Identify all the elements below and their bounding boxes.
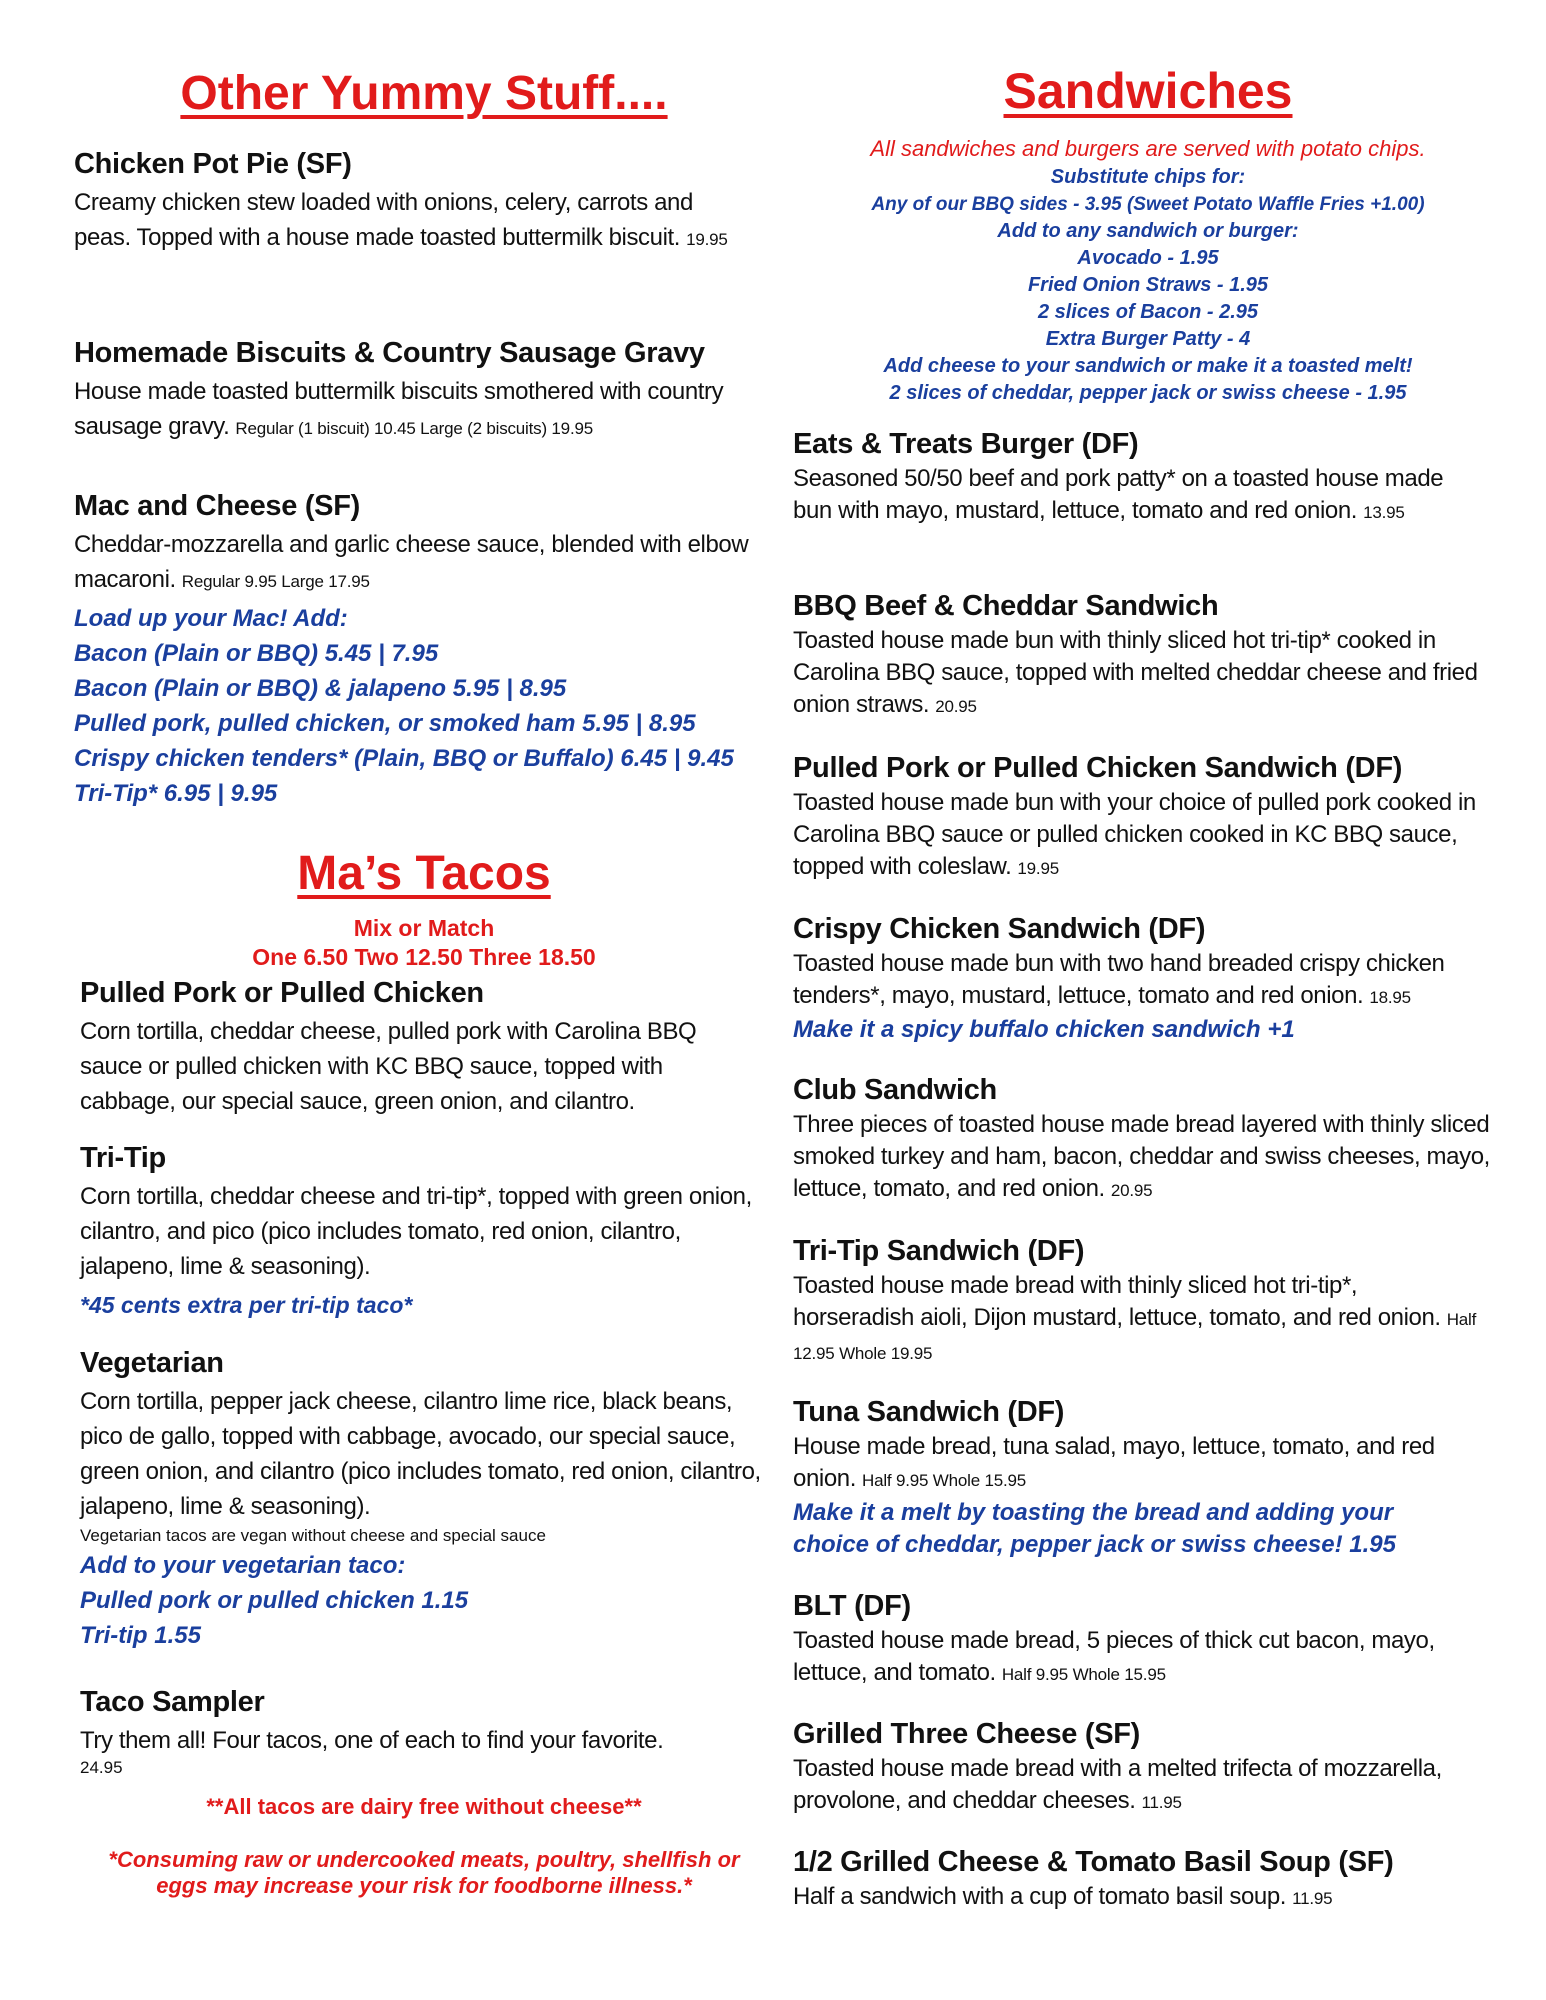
item-price: 18.95 — [1369, 988, 1411, 1007]
item-price: 24.95 — [80, 1758, 123, 1777]
item-name: Club Sandwich — [793, 1074, 997, 1106]
item-description — [793, 1753, 1493, 1819]
item-description — [74, 374, 774, 446]
sandwich-item — [793, 1235, 1503, 1370]
sandwich-item — [793, 428, 1503, 529]
item-desc-text: Half a sandwich with a cup of tomato basil soup. — [793, 1883, 1287, 1910]
sandwiches-intro: All sandwiches and burgers are served with potato chips. — [870, 136, 1426, 161]
item-description — [793, 1109, 1493, 1207]
item-price: 11.95 — [1292, 1889, 1333, 1908]
item-description: Try them all! Four tacos, one of each to find your favorite. — [80, 1727, 664, 1754]
tacos-pricing — [74, 914, 774, 972]
item-name: Pulled Pork or Pulled Chicken — [80, 977, 484, 1009]
item-description — [793, 1625, 1483, 1691]
buffalo-note: Make it a spicy buffalo chicken sandwich +1 — [793, 1016, 1295, 1043]
taco-item — [80, 1686, 780, 1778]
item-description — [793, 1270, 1483, 1370]
item-desc-text: Toasted house made bread with thinly sliced hot tri-tip*, horseradish aioli, Dijon mustard, lettuce, tomato, and red onion. — [793, 1272, 1441, 1331]
item-name: Crispy Chicken Sandwich (DF) — [793, 913, 1206, 945]
item-description — [793, 787, 1483, 885]
item-description: Corn tortilla, pepper jack cheese, cilantro lime rice, black beans, pico de gallo, topped with cabbage, avocado, our special sauce, green onion, and cilantro (pico includes tomato, red onion, cilantro, jalapeno, lime & seasoning). — [80, 1388, 761, 1520]
item-name: Pulled Pork or Pulled Chicken Sandwich (DF) — [793, 752, 1403, 784]
taco-item — [80, 1142, 780, 1319]
item-price: 19.95 — [1017, 859, 1059, 878]
addon-line: Fried Onion Straws - 1.95 — [1027, 274, 1269, 296]
tacos-sub-line: One 6.50 Two 12.50 Three 18.50 — [252, 944, 596, 970]
item-name: BBQ Beef & Cheddar Sandwich — [793, 590, 1219, 622]
veg-addons — [80, 1548, 780, 1653]
addon-line: Add cheese to your sandwich or make it a toasted melt! — [883, 355, 1413, 377]
taco-item — [80, 1347, 780, 1653]
item-desc-text: Toasted house made bun with your choice of pulled pork cooked in Carolina BBQ sauce or pulled chicken cooked in KC BBQ sauce, topped with coleslaw. — [793, 789, 1476, 880]
menu-item — [74, 148, 774, 257]
item-price: 11.95 — [1141, 1793, 1182, 1812]
item-desc-text: House made bread, tuna salad, mayo, lettuce, tomato, and red onion. — [793, 1433, 1435, 1492]
item-price: 20.95 — [935, 697, 977, 716]
warning-line: *Consuming raw or undercooked meats, poultry, shellfish or — [108, 1847, 740, 1872]
item-price: Half 12.95 Whole 19.95 — [793, 1310, 1477, 1363]
item-description — [793, 463, 1483, 529]
mac-addon-line: Crispy chicken tenders* (Plain, BBQ or Buffalo) 6.45 | 9.45 — [74, 745, 734, 772]
addon-line: Any of our BBQ sides - 3.95 (Sweet Potato Waffle Fries +1.00) — [871, 194, 1425, 215]
other-yummy-stuff-title: Other Yummy Stuff.... — [180, 67, 668, 120]
item-name: Tri-Tip — [80, 1142, 166, 1174]
addon-line: 2 slices of cheddar, pepper jack or swiss cheese - 1.95 — [889, 382, 1407, 404]
item-price: Half 9.95 Whole 15.95 — [862, 1471, 1027, 1490]
item-name: Chicken Pot Pie (SF) — [74, 148, 352, 180]
veg-addon-line: Tri-tip 1.55 — [80, 1622, 201, 1649]
warning-line: eggs may increase your risk for foodborne illness.* — [156, 1873, 692, 1898]
item-desc-text: Toasted house made bun with thinly sliced hot tri-tip* cooked in Carolina BBQ sauce, topped with melted cheddar cheese and fried onion straws. — [793, 627, 1478, 718]
mac-addon-line: Pulled pork, pulled chicken, or smoked ham 5.95 | 8.95 — [74, 710, 696, 737]
sandwich-item — [793, 1846, 1503, 1915]
melt-note: Make it a melt by toasting the bread and adding your choice of cheddar, pepper jack or swiss cheese! 1.95 — [793, 1499, 1396, 1558]
item-desc-text: Toasted house made bread with a melted trifecta of mozzarella, provolone, and cheddar cheeses. — [793, 1755, 1442, 1814]
item-name: Grilled Three Cheese (SF) — [793, 1718, 1141, 1750]
sandwich-item — [793, 590, 1503, 723]
item-description — [793, 1431, 1483, 1497]
sandwich-addons — [793, 164, 1503, 407]
sandwich-item — [793, 1718, 1503, 1819]
tacos-sub-line: Mix or Match — [353, 915, 495, 941]
tri-tip-note: *45 cents extra per tri-tip taco* — [80, 1292, 413, 1318]
addon-line: Substitute chips for: — [1050, 166, 1246, 188]
item-name: Mac and Cheese (SF) — [74, 490, 360, 522]
item-description — [793, 1881, 1493, 1915]
item-desc-text: Cheddar-mozzarella and garlic cheese sauce, blended with elbow macaroni. — [74, 531, 749, 593]
mac-addons — [74, 601, 774, 811]
item-price: Half 9.95 Whole 15.95 — [1001, 1665, 1166, 1684]
item-price: 19.95 — [686, 230, 728, 249]
sandwich-item — [793, 1396, 1503, 1561]
item-desc-text: House made toasted buttermilk biscuits smothered with country sausage gravy. — [74, 378, 724, 440]
sandwich-item — [793, 752, 1503, 885]
item-price: Regular 9.95 Large 17.95 — [181, 572, 370, 591]
item-price: Regular (1 biscuit) 10.45 Large (2 biscuits) 19.95 — [235, 419, 593, 438]
item-description — [793, 625, 1493, 723]
item-desc-text: Creamy chicken stew loaded with onions, celery, carrots and peas. Topped with a house made toasted buttermilk biscuit. — [74, 189, 693, 251]
menu-item — [74, 490, 774, 811]
mac-addon-line: Bacon (Plain or BBQ) 5.45 | 7.95 — [74, 640, 439, 667]
item-description — [74, 527, 754, 599]
addon-line: 2 slices of Bacon - 2.95 — [1037, 301, 1259, 323]
item-desc-text: Three pieces of toasted house made bread layered with thinly sliced smoked turkey and ham, bacon, cheddar and swiss cheeses, mayo, lettuce, tomato, and red onion. — [793, 1111, 1490, 1202]
item-description: Corn tortilla, cheddar cheese, pulled pork with Carolina BBQ sauce or pulled chicken with KC BBQ sauce, topped with cabbage, our special sauce, green onion, and cilantro. — [80, 1018, 697, 1115]
item-desc-text: Toasted house made bread, 5 pieces of thick cut bacon, mayo, lettuce, and tomato. — [793, 1627, 1435, 1686]
item-name: 1/2 Grilled Cheese & Tomato Basil Soup (SF) — [793, 1846, 1394, 1878]
item-price: 20.95 — [1110, 1181, 1153, 1200]
vegan-note: Vegetarian tacos are vegan without cheese and special sauce — [80, 1526, 546, 1545]
item-description: Corn tortilla, cheddar cheese and tri-tip*, topped with green onion, cilantro, and pico (pico includes tomato, red onion, cilantro, jalapeno, lime & seasoning). — [80, 1183, 752, 1280]
dairy-note: **All tacos are dairy free without cheese** — [206, 1794, 642, 1819]
mac-addon-line: Load up your Mac! Add: — [74, 605, 348, 632]
taco-item — [80, 977, 780, 1119]
item-name: Taco Sampler — [80, 1686, 265, 1718]
mas-tacos-title: Ma’s Tacos — [297, 847, 551, 900]
sandwiches-title: Sandwiches — [1003, 63, 1293, 119]
addon-line: Avocado - 1.95 — [1077, 247, 1219, 269]
item-name: Tri-Tip Sandwich (DF) — [793, 1235, 1085, 1267]
menu-item — [74, 337, 774, 446]
addon-line: Add to any sandwich or burger: — [997, 220, 1299, 242]
veg-addon-line: Pulled pork or pulled chicken 1.15 — [80, 1587, 469, 1614]
item-desc-text: Toasted house made bun with two hand breaded crispy chicken tenders*, mayo, mustard, lettuce, tomato and red onion. — [793, 950, 1445, 1009]
mac-addon-line: Bacon (Plain or BBQ) & jalapeno 5.95 | 8.95 — [74, 675, 567, 702]
item-description — [74, 185, 754, 257]
item-name: Tuna Sandwich (DF) — [793, 1396, 1065, 1428]
sandwich-item — [793, 913, 1503, 1046]
sandwich-item — [793, 1074, 1503, 1207]
item-desc-text: Seasoned 50/50 beef and pork patty* on a toasted house made bun with mayo, mustard, lettuce, tomato and red onion. — [793, 465, 1444, 524]
veg-addon-line: Add to your vegetarian taco: — [80, 1552, 406, 1579]
item-description — [793, 948, 1493, 1014]
item-name: Homemade Biscuits & Country Sausage Gravy — [74, 337, 705, 369]
sandwich-item — [793, 1590, 1503, 1691]
item-price: 13.95 — [1363, 503, 1405, 522]
addon-line: Extra Burger Patty - 4 — [1045, 328, 1251, 350]
item-name: Vegetarian — [80, 1347, 224, 1379]
item-name: Eats & Treats Burger (DF) — [793, 428, 1139, 460]
item-name: BLT (DF) — [793, 1590, 911, 1622]
mac-addon-line: Tri-Tip* 6.95 | 9.95 — [74, 780, 278, 807]
food-warning — [74, 1847, 774, 1899]
